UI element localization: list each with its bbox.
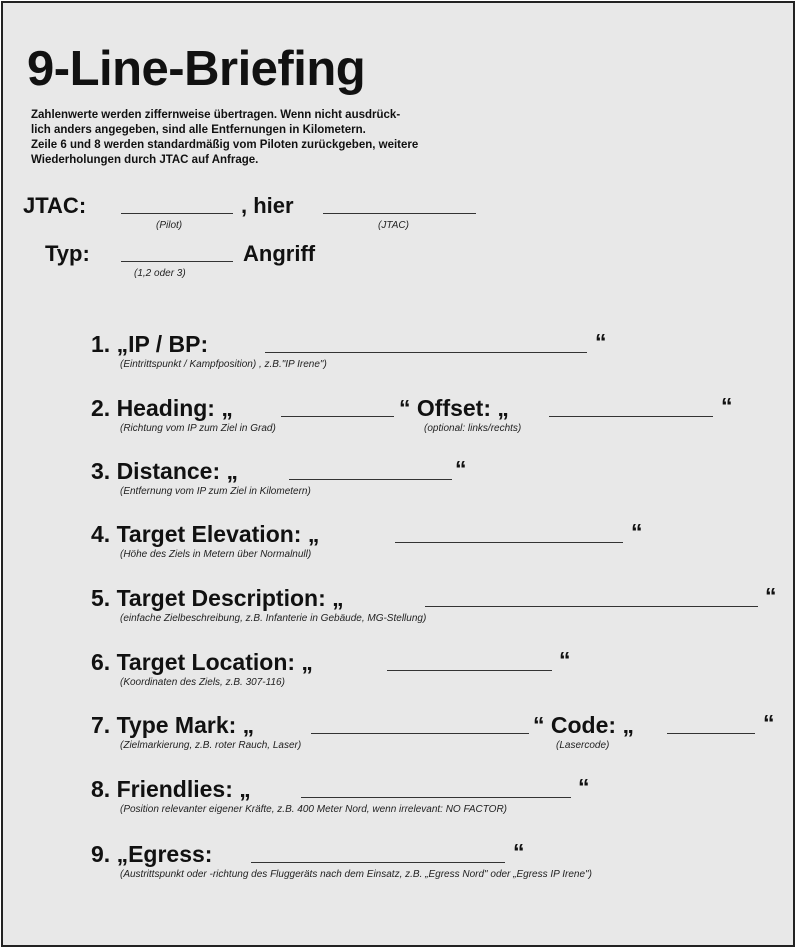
line-4-close-quote: “ <box>631 519 643 545</box>
line-3-label: 3. Distance: „ <box>91 458 238 484</box>
line-2-label: 2. Heading: „ <box>91 395 233 421</box>
briefing-sheet <box>1 1 795 947</box>
line-7-code-hint: (Lasercode) <box>556 740 610 751</box>
line-8-field[interactable] <box>301 797 571 798</box>
intro-line-4: Wiederholungen durch JTAC auf Anfrage. <box>31 154 259 166</box>
line-7-code-field[interactable] <box>667 733 755 734</box>
line-5-hint: (einfache Zielbeschreibung, z.B. Infanterie in Gebäude, MG-Stellung) <box>120 613 427 624</box>
line-9-label: 9. „Egress: <box>91 841 213 867</box>
line-6-field[interactable] <box>387 670 552 671</box>
line-2-hint: (Richtung vom IP zum Ziel in Grad) <box>120 423 276 434</box>
line-7-close-quote: “ <box>763 710 775 736</box>
line-2-offset-label: “ Offset: „ <box>399 395 509 421</box>
line-8-label: 8. Friendlies: „ <box>91 776 251 802</box>
line-9-field[interactable] <box>251 862 505 863</box>
typ-label: Typ: <box>45 241 90 266</box>
line-4-hint: (Höhe des Ziels in Metern über Normalnull) <box>120 549 312 560</box>
line-9-hint: (Austrittspunkt oder -richtung des Fluggeräts nach dem Einsatz, z.B. „Egress Nord" oder „Egress IP Irene") <box>120 869 592 880</box>
line-6-label: 6. Target Location: „ <box>91 649 313 675</box>
line-8-hint: (Position relevanter eigener Kräfte, z.B. 400 Meter Nord, wenn irrelevant: NO FACTOR) <box>120 804 508 815</box>
typ-suffix: Angriff <box>243 241 316 266</box>
intro-line-2: lich anders angegeben, sind alle Entfernungen in Kilometern. <box>31 124 366 136</box>
line-5-label: 5. Target Description: „ <box>91 585 344 611</box>
intro-line-3: Zeile 6 und 8 werden standardmäßig vom Piloten zurückgeben, weitere <box>31 139 419 151</box>
line-2-heading-field[interactable] <box>281 416 394 417</box>
line-3-hint: (Entfernung vom IP zum Ziel in Kilometern) <box>120 486 311 497</box>
line-4-field[interactable] <box>395 542 623 543</box>
line-1-field[interactable] <box>265 352 587 353</box>
line-5-field[interactable] <box>425 606 758 607</box>
pilot-hint: (Pilot) <box>156 220 183 231</box>
line-8-close-quote: “ <box>578 774 590 800</box>
line-7-mark-field[interactable] <box>311 733 529 734</box>
line-6-close-quote: “ <box>559 647 571 673</box>
jtac-here-label: , hier <box>241 193 294 218</box>
line-1-close-quote: “ <box>595 329 607 355</box>
line-3-field[interactable] <box>289 479 452 480</box>
line-6-hint: (Koordinaten des Ziels, z.B. 307-116) <box>120 677 285 688</box>
line-5-close-quote: “ <box>765 583 777 609</box>
line-7-label: 7. Type Mark: „ <box>91 712 255 738</box>
intro-line-1: Zahlenwerte werden ziffernweise übertragen. Wenn nicht ausdrück- <box>31 109 401 121</box>
line-2-offset-hint: (optional: links/rechts) <box>424 423 522 434</box>
line-2-offset-field[interactable] <box>549 416 713 417</box>
jtac-field[interactable] <box>323 213 476 214</box>
line-7-code-label: “ Code: „ <box>533 712 634 738</box>
jtac-label: JTAC: <box>23 193 87 218</box>
line-1-label: 1. „IP / BP: <box>91 331 209 357</box>
line-7-hint: (Zielmarkierung, z.B. roter Rauch, Laser) <box>120 740 302 751</box>
line-2-close-quote: “ <box>721 393 733 419</box>
line-9-close-quote: “ <box>513 839 525 865</box>
line-3-close-quote: “ <box>455 456 467 482</box>
typ-hint: (1,2 oder 3) <box>134 268 186 279</box>
line-4-label: 4. Target Elevation: „ <box>91 521 320 547</box>
page-title: 9-Line-Briefing <box>27 42 366 96</box>
jtac-hint: (JTAC) <box>378 220 409 231</box>
typ-field[interactable] <box>121 261 233 262</box>
pilot-field[interactable] <box>121 213 233 214</box>
line-1-hint: (Eintrittspunkt / Kampfposition) , z.B."IP Irene") <box>120 359 327 370</box>
